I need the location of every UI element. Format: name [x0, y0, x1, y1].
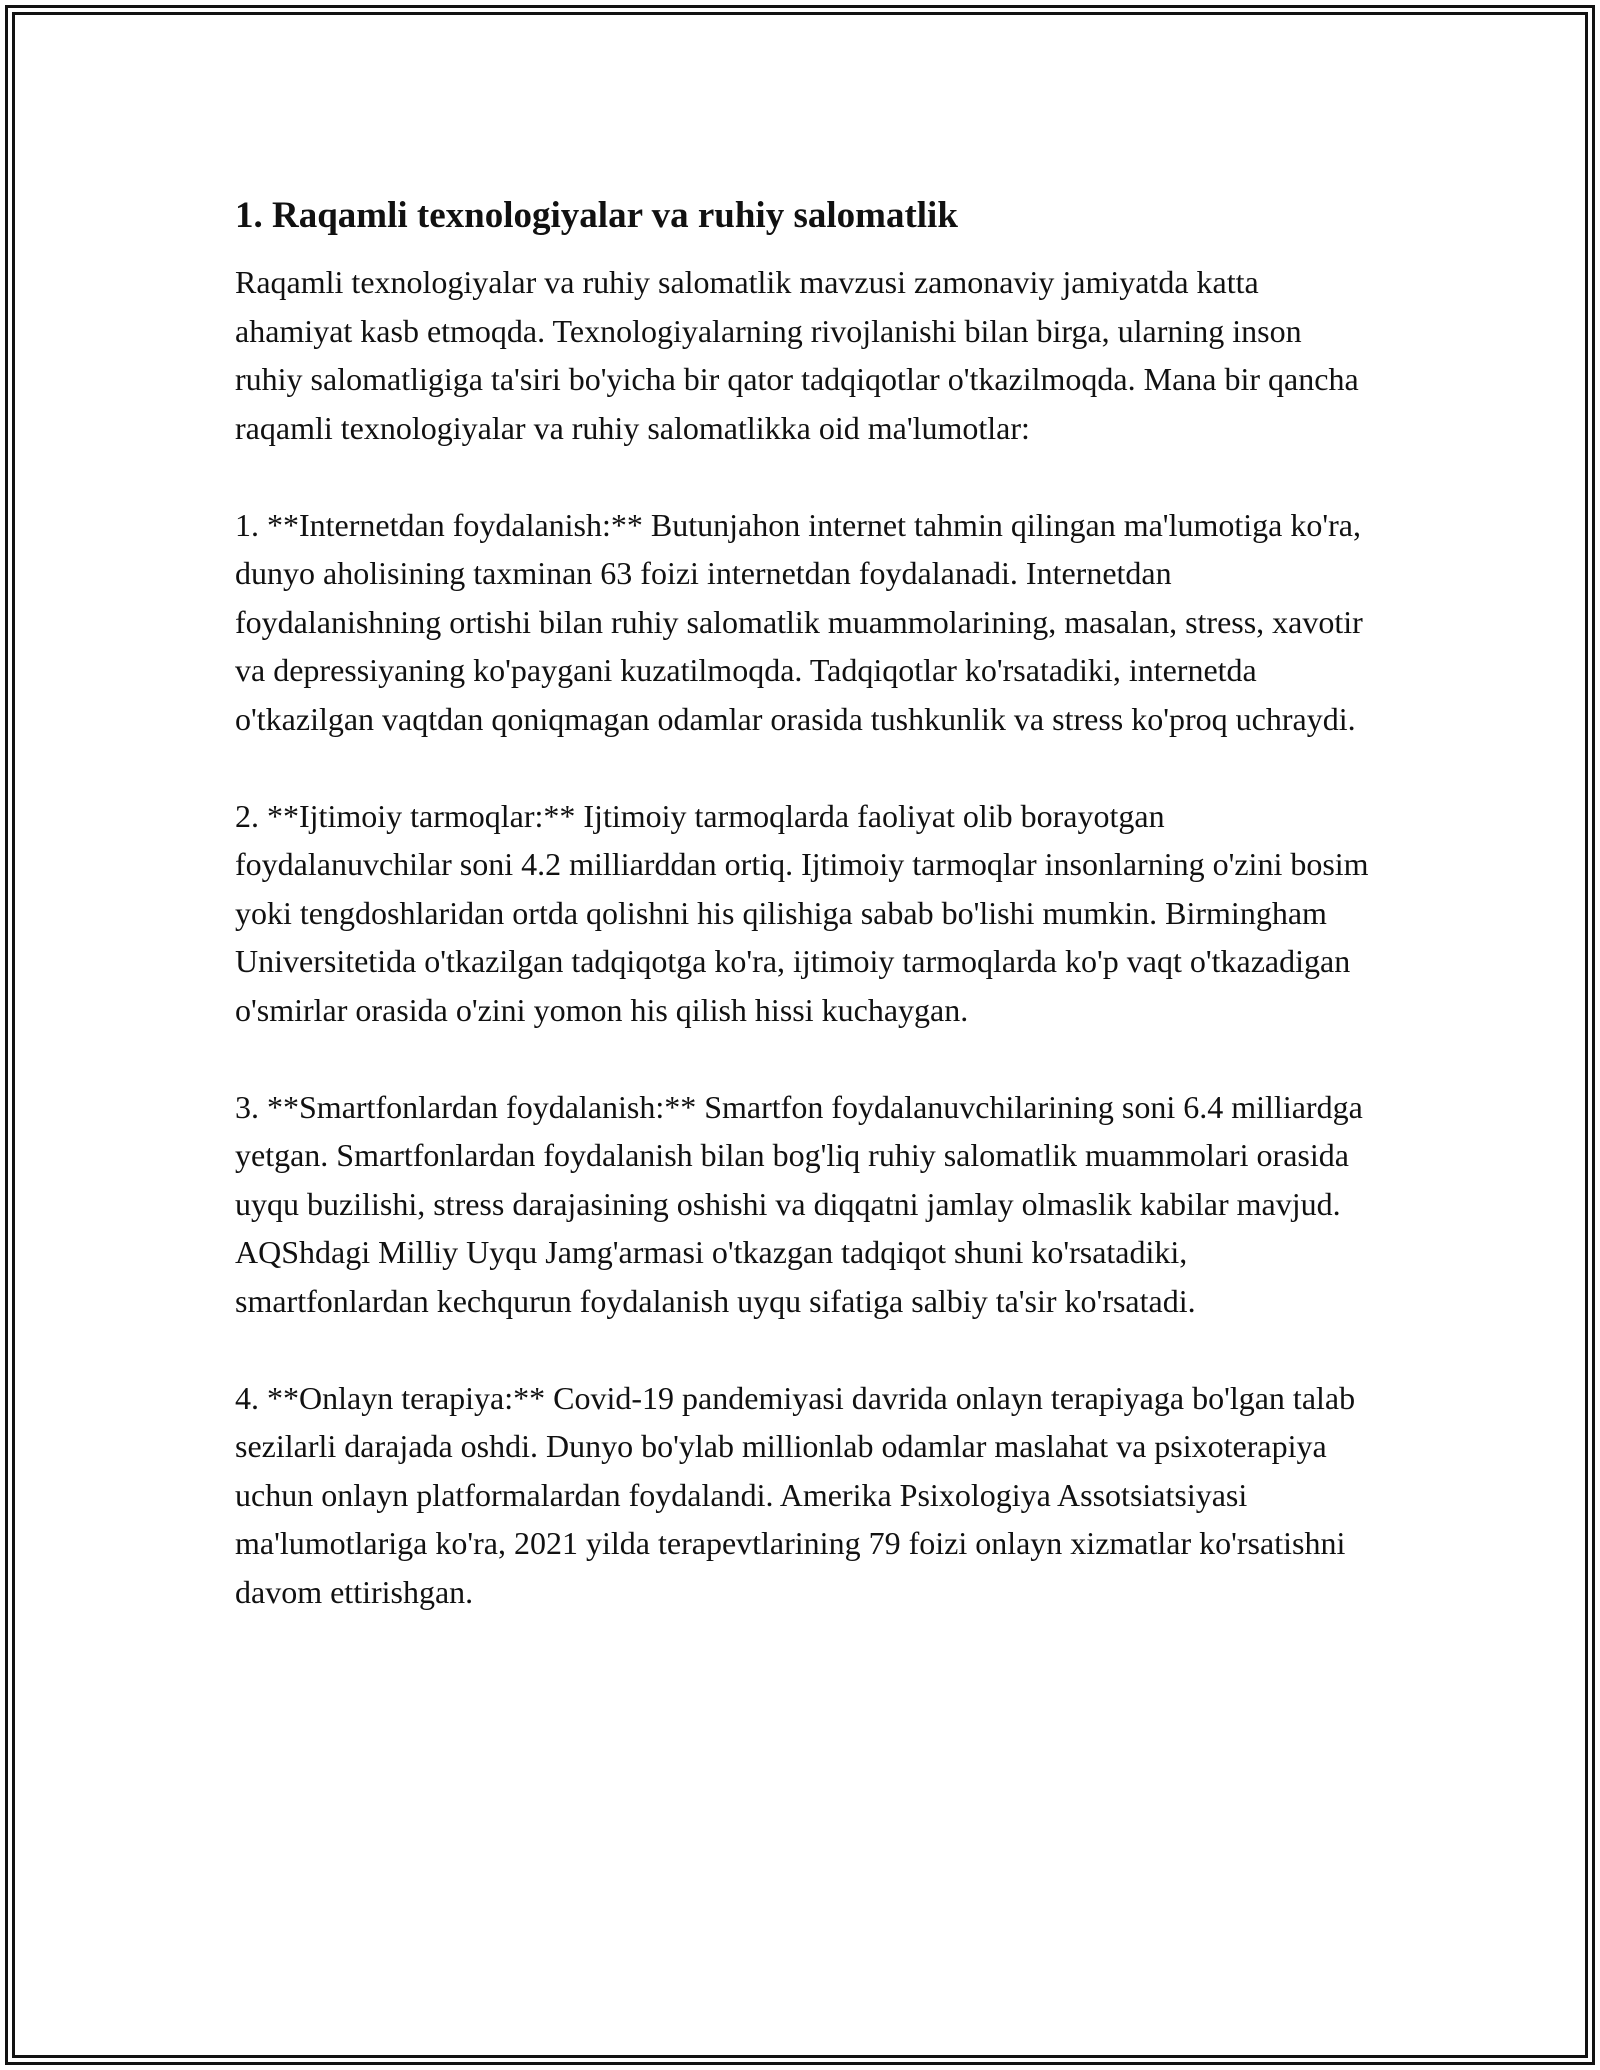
document-body	[235, 188, 1375, 1665]
list-item-online-therapy: 4. **Onlayn terapiya:** Covid-19 pandemiyasi davrida onlayn terapiyaga bo'lgan talab sezilarli darajada oshdi. Dunyo bo'ylab millionlab odamlar maslahat va psixoterapiya uchun onlayn platformalardan foydalandi. Amerika Psixologiya Assotsiatsiyasi ma'lumotlariga ko'ra, 2021 yilda terapevtlarining 79 foizi onlayn xizmatlar ko'rsatishni davom ettirishgan.	[235, 1379, 1356, 1610]
section-heading: 1. Raqamli texnologiyalar va ruhiy salomatlik	[235, 195, 958, 236]
list-item-smartphones: 3. **Smartfonlardan foydalanish:** Smartfon foydalanuvchilarining soni 6.4 milliardga yetgan. Smartfonlardan foydalanish bilan bog'liq ruhiy salomatlik muammolari orasida uyqu buzilishi, stress darajasining oshishi va diqqatni jamlay olmaslik kabilar mavjud. AQShdagi Milliy Uyqu Jamg'armasi o'tkazgan tadqiqot shuni ko'rsatadiki, smartfonlardan kechqurun foydalanish uyqu sifatiga salbiy ta'sir ko'rsatadi.	[235, 1088, 1363, 1319]
list-item-internet: 1. **Internetdan foydalanish:** Butunjahon internet tahmin qilingan ma'lumotiga ko'ra, dunyo aholisining taxminan 63 foizi internetdan foydalanadi. Internetdan foydalanishning ortishi bilan ruhiy salomatlik muammolarining, masalan, stress, xavotir va depressiyaning ko'paygani kuzatilmoqda. Tadqiqotlar ko'rsatadiki, internetda o'tkazilgan vaqtdan qoniqmagan odamlar orasida tushkunlik va stress ko'proq uchraydi.	[235, 506, 1363, 737]
intro-paragraph: Raqamli texnologiyalar va ruhiy salomatlik mavzusi zamonaviy jamiyatda katta ahamiyat kasb etmoqda. Texnologiyalarning rivojlanishi bilan birga, ularning inson ruhiy salomatligiga ta'siri bo'yicha bir qator tadqiqotlar o'tkazilmoqda. Mana bir qancha raqamli texnologiyalar va ruhiy salomatlikka oid ma'lumotlar:	[235, 264, 1359, 446]
list-item-social-networks: 2. **Ijtimoiy tarmoqlar:** Ijtimoiy tarmoqlarda faoliyat olib borayotgan foydalanuvchilar soni 4.2 milliarddan ortiq. Ijtimoiy tarmoqlar insonlarning o'zini bosim yoki tengdoshlaridan ortda qolishni his qilishiga sabab bo'lishi mumkin. Birmingham Universitetida o'tkazilgan tadqiqotga ko'ra, ijtimoiy tarmoqlarda ko'p vaqt o'tkazadigan o'smirlar orasida o'zini yomon his qilish hissi kuchaygan.	[235, 797, 1369, 1028]
